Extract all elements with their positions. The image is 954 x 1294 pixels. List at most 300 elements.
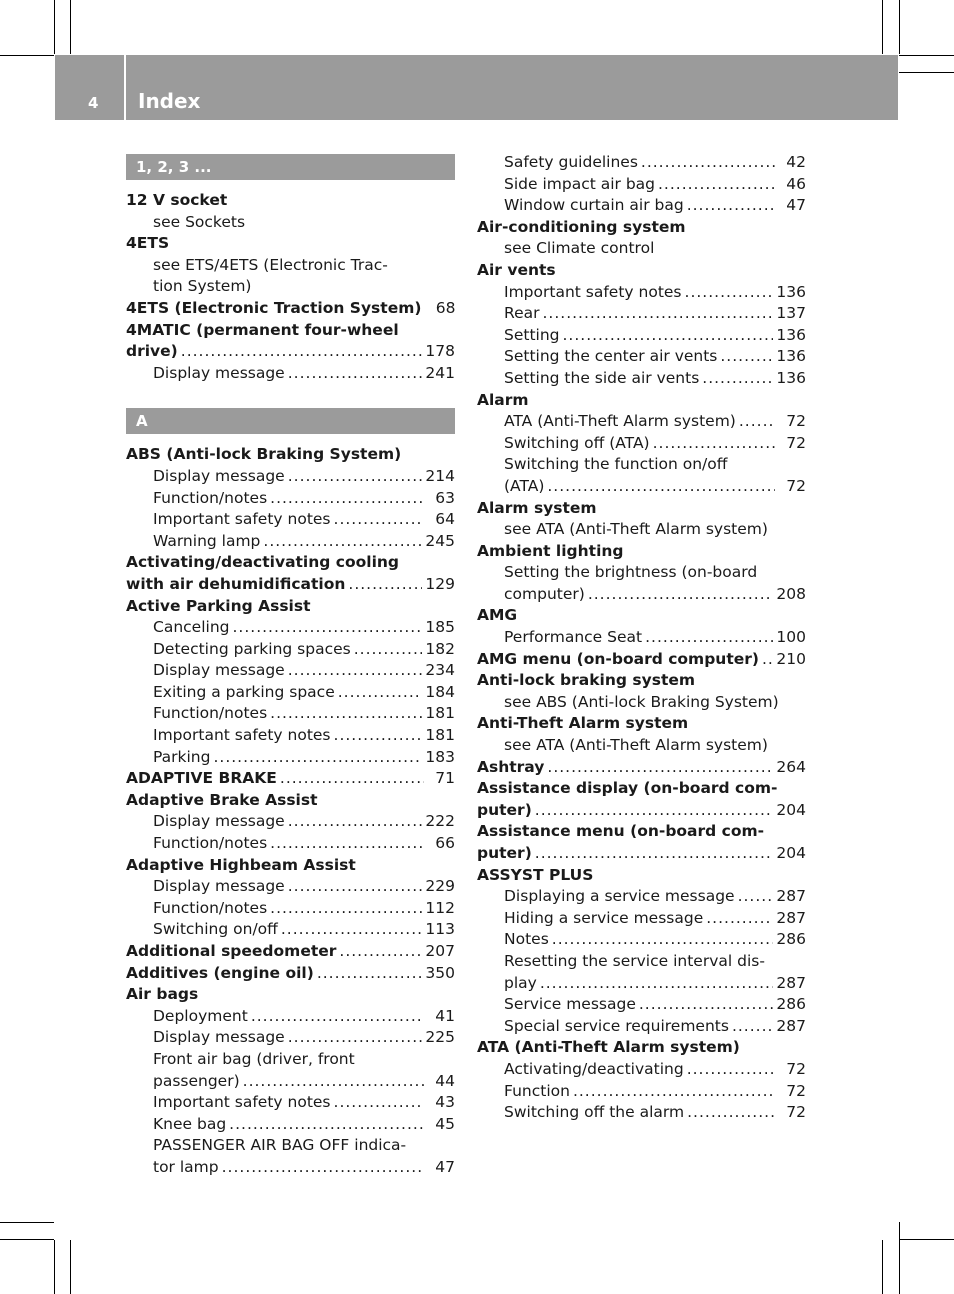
dot-leader [338,682,423,704]
index-subentry [126,531,455,553]
dot-leader [658,174,775,196]
dot-leader [547,757,773,779]
index-subentry [126,747,455,769]
entry-label: Setting the center air vents [504,347,718,366]
dot-leader [547,476,775,498]
index-subentry [126,833,455,855]
dot-leader [281,919,423,941]
index-subentry [126,682,455,704]
page-reference: 182 [425,639,455,658]
index-subentry [477,627,806,649]
index-subentry [126,466,455,488]
index-subentry [477,951,806,973]
crop-mark [54,1240,55,1294]
header-divider [124,55,126,120]
entry-label: Resetting the service interval dis- [504,951,765,970]
entry-label: see ATA (Anti-Theft Alarm system) [504,736,768,755]
dot-leader [552,929,774,951]
page-reference: 183 [425,747,455,766]
dot-leader [243,1071,424,1093]
index-subentry [477,1016,806,1038]
dot-leader [213,747,422,769]
index-subentry [477,476,806,498]
index-subentry [126,488,455,510]
page-reference: 287 [776,908,806,927]
page-reference: 137 [776,304,806,323]
index-entry [477,217,806,239]
dot-leader [339,941,422,963]
entry-label: Function/notes [153,898,268,917]
entry-label: Display message [153,1028,285,1047]
entry-label: with air dehumidification [126,574,346,593]
page-reference: 229 [425,877,455,896]
dot-leader [288,660,423,682]
crop-mark [899,0,900,54]
index-entry [477,605,806,627]
entry-label: ASSYST PLUS [477,865,594,884]
index-entry [477,1037,806,1059]
dot-leader [280,768,424,790]
index-entry [477,498,806,520]
page-title: Index [138,89,201,113]
dot-leader [270,898,422,920]
entry-label: Air bags [126,985,199,1004]
index-subentry [126,1092,455,1114]
entry-label: Anti-Theft Alarm system [477,714,689,733]
index-subentry [477,174,806,196]
entry-label: Rear [504,304,540,323]
entry-label: Important safety notes [153,1093,331,1112]
index-subentry [126,1157,455,1179]
entry-label: Function/notes [153,488,268,507]
index-subentry [477,411,806,433]
index-subentry [477,692,806,714]
entry-label: Display message [153,661,285,680]
page-reference: 214 [425,466,455,485]
page-reference: 286 [776,930,806,949]
entry-label: Switching off the alarm [504,1103,685,1122]
index-entry [126,596,455,618]
index-subentry [477,303,806,325]
index-subentry [477,973,806,995]
crop-mark [0,1222,54,1223]
index-column-right [477,152,806,1124]
crop-mark [70,1240,71,1294]
page-reference: 129 [425,574,455,593]
index-subentry [126,725,455,747]
index-entry [126,768,455,790]
dot-leader [334,509,424,531]
index-subentry [477,1102,806,1124]
entry-label: Switching off (ATA) [504,433,650,452]
entry-label: Setting the brightness (on-board [504,563,758,582]
dot-leader [270,833,424,855]
index-subentry [477,735,806,757]
entry-label: see ATA (Anti-Theft Alarm system) [504,520,768,539]
entry-label: Alarm system [477,498,597,517]
entry-label: Warning lamp [153,531,261,550]
index-subentry [126,1114,455,1136]
dot-leader [288,363,423,385]
entry-label: ADAPTIVE BRAKE [126,769,277,788]
index-entry [126,444,455,466]
index-entry [126,341,455,363]
entry-label: Safety guidelines [504,153,638,171]
entry-label: Additives (engine oil) [126,963,314,982]
entry-label: Detecting parking spaces [153,639,351,658]
entry-label: Service message [504,995,636,1014]
page-reference: 204 [776,844,806,862]
page-reference: 41 [435,1006,455,1025]
entry-label: 12 V socket [126,191,228,209]
index-subentry [477,433,806,455]
entry-label: 4MATIC (permanent four-wheel [126,320,399,339]
entry-label: Ambient lighting [477,541,624,560]
index-entry [477,778,806,800]
dot-leader [542,303,773,325]
crop-mark [54,0,55,54]
dot-leader [706,908,773,930]
page-reference: 287 [776,1016,806,1035]
dot-leader [720,346,773,368]
index-subentry [126,509,455,531]
index-entry [477,843,806,865]
entry-label: Window curtain air bag [504,196,684,215]
crop-mark [882,1240,883,1294]
page-reference: 47 [435,1157,455,1176]
entry-label: Setting the side air vents [504,368,700,387]
entry-label: see Sockets [153,212,246,231]
page-reference: 184 [425,682,455,701]
entry-label: puter) [477,844,532,862]
entry-label: AMG [477,606,518,625]
dot-leader [354,639,423,661]
entry-label: 4ETS (Electronic Traction System) [126,298,422,317]
index-entry [477,670,806,692]
page-reference: 64 [435,510,455,529]
entry-label: Canceling [153,618,230,637]
index-entry [126,855,455,877]
entry-label: Deployment [153,1006,248,1025]
entry-label: tion System) [153,277,252,296]
index-subentry [477,886,806,908]
index-subentry [126,363,455,385]
index-entry [126,963,455,985]
entry-label: Front air bag (driver, front [153,1049,355,1068]
page-reference: 181 [425,726,455,745]
dot-leader [535,843,774,865]
page-reference: 100 [776,628,806,647]
index-subentry [477,152,806,174]
crop-mark [899,1239,954,1240]
dot-leader [687,195,775,217]
entry-label: ABS (Anti-lock Braking System) [126,445,402,464]
page-reference: 113 [425,920,455,939]
entry-label: Side impact air bag [504,174,655,193]
page-reference: 136 [776,368,806,387]
page-reference: 44 [435,1071,455,1090]
index-subentry [477,562,806,584]
entry-label: Important safety notes [153,726,331,745]
dot-leader [288,466,423,488]
dot-leader [641,152,775,174]
page-reference: 136 [776,347,806,366]
crop-mark [882,0,883,54]
index-entry [126,190,455,212]
index-entry [126,233,455,255]
index-entry [126,574,455,596]
entry-label: Display message [153,877,285,896]
index-subentry [477,325,806,347]
entry-label: Performance Seat [504,628,643,647]
index-subentry [126,1027,455,1049]
entry-label: Function [504,1081,570,1100]
section-header: 1, 2, 3 ... [126,154,455,180]
index-entry [477,260,806,282]
page-reference: 72 [786,476,806,495]
index-entry [477,800,806,822]
page-reference: 71 [435,769,455,788]
entry-label: Parking [153,747,211,766]
entry-label: Activating/deactivating cooling [126,553,400,572]
entry-label: Assistance display (on-board com- [477,779,778,798]
index-entry [126,790,455,812]
section-header: A [126,408,455,434]
index-entry [126,984,455,1006]
dot-leader [732,1016,773,1038]
dot-leader [181,341,423,363]
dot-leader [653,433,775,455]
crop-mark [899,72,954,73]
entry-label: AMG menu (on-board computer) [477,649,759,668]
page-reference: 207 [425,942,455,960]
index-subentry [126,639,455,661]
page-reference: 234 [425,661,455,680]
page-reference: 47 [786,196,806,215]
index-subentry [126,1135,455,1157]
entry-label: Function/notes [153,704,268,723]
index-subentry [126,1071,455,1093]
page-reference: 178 [425,342,455,361]
entry-label: Air-conditioning system [477,217,686,236]
entry-label: Displaying a service message [504,887,735,906]
crop-mark [899,1222,900,1294]
index-entry [126,298,455,320]
entry-label: Anti-lock braking system [477,671,696,690]
index-subentry [126,876,455,898]
entry-label: tor lamp [153,1157,219,1176]
page-reference: 72 [786,1103,806,1122]
section-spacer [126,384,455,406]
entry-label: PASSENGER AIR BAG OFF indica- [153,1136,407,1155]
crop-mark [0,1239,54,1240]
index-subentry [477,1059,806,1081]
index-subentry [126,255,455,277]
index-entry [477,821,806,843]
index-subentry [477,584,806,606]
page-number: 4 [88,94,99,112]
dot-leader [687,1102,775,1124]
crop-mark [899,55,954,56]
page-reference: 245 [425,531,455,550]
entry-label: ATA (Anti-Theft Alarm system) [477,1038,740,1057]
entry-label: Switching on/off [153,920,278,939]
index-subentry [477,519,806,541]
page-reference: 68 [435,298,456,317]
dot-leader [738,886,774,908]
index-subentry [126,703,455,725]
index-subentry [126,660,455,682]
index-entry [126,941,455,963]
index-entry [477,390,806,412]
page-reference: 43 [435,1093,455,1112]
page-reference: 72 [786,1081,806,1100]
page-reference: 46 [786,174,806,193]
crop-mark [70,0,71,54]
dot-leader [334,1092,424,1114]
dot-leader [270,703,422,725]
index-subentry [477,994,806,1016]
page-reference: 181 [425,704,455,723]
dot-leader [535,800,774,822]
dot-leader [263,531,422,553]
page-reference: 72 [786,433,806,452]
dot-leader [687,1059,775,1081]
entry-label: ATA (Anti-Theft Alarm system) [504,412,736,431]
dot-leader [334,725,423,747]
index-subentry [126,1049,455,1071]
index-subentry [477,238,806,260]
dot-leader [317,963,423,985]
index-subentry [477,346,806,368]
index-subentry [126,898,455,920]
page-reference: 287 [776,973,806,992]
page-reference: 185 [425,618,455,637]
index-subentry [477,368,806,390]
entry-label: Adaptive Brake Assist [126,790,318,809]
entry-label: Notes [504,930,549,949]
entry-label: Setting [504,325,560,344]
page-reference: 210 [776,649,806,668]
index-subentry [477,929,806,951]
page-reference: 222 [425,812,455,831]
page-reference: 72 [786,1059,806,1078]
page-reference: 136 [776,282,806,301]
dot-leader [288,876,423,898]
index-subentry [477,908,806,930]
entry-label: Knee bag [153,1114,227,1133]
entry-label: Ashtray [477,757,545,776]
page-reference: 264 [776,757,806,776]
entry-label: Adaptive Highbeam Assist [126,855,356,874]
entry-label: passenger) [153,1071,240,1090]
index-subentry [126,1006,455,1028]
index-entry [126,320,455,342]
entry-label: Alarm [477,390,529,409]
page-reference: 66 [435,834,455,853]
dot-leader [232,617,422,639]
entry-label: drive) [126,342,178,361]
dot-leader [563,325,774,347]
index-entry [477,541,806,563]
entry-label: Active Parking Assist [126,596,311,615]
entry-label: Display message [153,812,285,831]
index-entry [477,713,806,735]
index-subentry [126,919,455,941]
entry-label: 4ETS [126,234,170,253]
entry-label: Additional speedometer [126,942,337,960]
entry-label: Air vents [477,260,556,279]
entry-label: see ABS (Anti-lock Braking System) [504,692,779,711]
entry-label: (ATA) [504,476,545,495]
index-entry [477,649,806,671]
index-subentry [477,282,806,304]
page-reference: 286 [776,995,806,1014]
entry-label: Function/notes [153,834,268,853]
index-subentry [477,195,806,217]
entry-label: Special service requirements [504,1016,729,1035]
entry-label: Important safety notes [153,510,331,529]
page-reference: 241 [425,363,455,382]
index-subentry [126,617,455,639]
entry-label: Switching the function on/off [504,455,728,474]
index-entry [477,865,806,887]
dot-leader [229,1114,424,1136]
page-reference: 287 [776,887,806,906]
index-subentry [126,811,455,833]
entry-label: see Climate control [504,239,655,258]
dot-leader [270,488,424,510]
entry-label: Display message [153,363,285,382]
dot-leader [222,1157,424,1179]
entry-label: computer) [504,584,585,603]
page-reference: 208 [776,584,806,603]
index-entry [126,552,455,574]
entry-label: Assistance menu (on-board com- [477,822,765,841]
entry-label: Hiding a service message [504,908,704,927]
page-reference: 42 [786,153,806,171]
index-column-left [126,152,455,1179]
entry-label: Display message [153,466,285,485]
entry-label: see ETS/4ETS (Electronic Trac- [153,255,388,274]
page-reference: 204 [776,800,806,819]
dot-leader [540,973,774,995]
page-reference: 112 [425,898,455,917]
index-subentry [477,1081,806,1103]
entry-label: play [504,973,537,992]
crop-mark [0,55,54,56]
entry-label: Important safety notes [504,282,682,301]
dot-leader [348,574,422,596]
entry-label: Exiting a parking space [153,682,335,701]
dot-leader [645,627,773,649]
page-reference: 136 [776,325,806,344]
dot-leader [685,282,774,304]
dot-leader [288,811,423,833]
dot-leader [573,1081,775,1103]
dot-leader [762,649,773,671]
dot-leader [702,368,773,390]
entry-label: Activating/deactivating [504,1059,684,1078]
page-reference: 63 [435,488,455,507]
dot-leader [288,1027,423,1049]
page-reference: 350 [425,963,455,982]
page-reference: 72 [786,412,806,431]
dot-leader [739,411,775,433]
dot-leader [639,994,774,1016]
page-reference: 225 [425,1028,455,1047]
index-subentry [126,276,455,298]
